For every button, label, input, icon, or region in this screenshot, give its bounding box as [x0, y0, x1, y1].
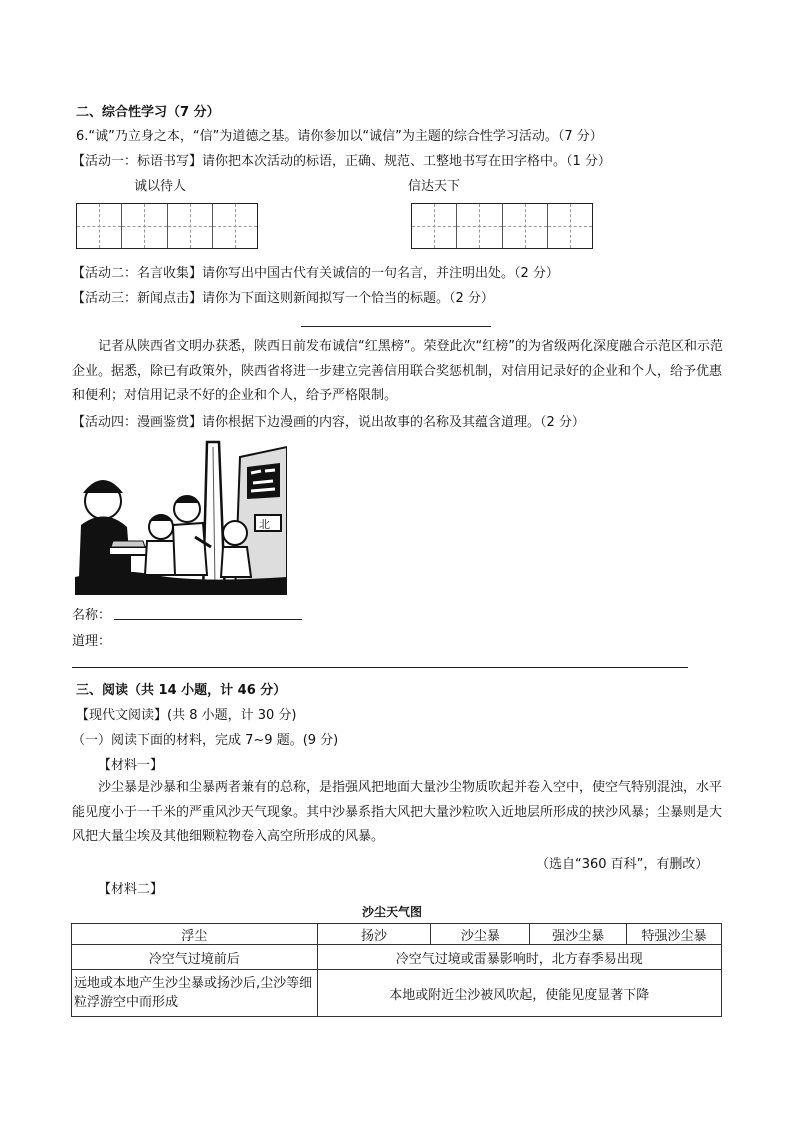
material1-label: 【材料一】 [98, 758, 164, 773]
table-row [72, 945, 722, 970]
material1-paragraph: 沙尘暴是沙暴和尘暴两者兼有的总称，是指强风把地面大量沙尘物质吹起并卷入空中，使空气特别混浊，水平能见度小于一千米的严重风沙天气现象。其中沙暴系指大风把大量沙粒吹入近地层所形成的挟沙风暴；尘暴则是大风把大量尘埃及其他细颗粒物卷入高空所形成的风暴。 [72, 780, 723, 844]
news-paragraph: 记者从陕西省文明办获悉，陕西日前发布诚信“红黑榜”。荣登此次“红榜”的为省级两化深度融合示范区和示范企业。据悉，除已有政策外，陕西省将进一步建立完善信用联合奖惩机制，对信用记录好的企业和个人，给予优惠和便利；对信用记录不好的企业和个人，给予严格限制。 [72, 339, 723, 403]
table-title: 沙尘天气图 [362, 905, 423, 919]
table-header-cell: 浮尘 [72, 924, 318, 945]
table-header-cell: 扬沙 [317, 924, 431, 945]
story-name-line[interactable] [114, 619, 302, 620]
story-reason-label: 道理： [72, 634, 112, 649]
dust-weather-table [71, 923, 722, 1017]
table-cell: 冷空气过境前后 [72, 945, 318, 970]
modern-reading-heading: 【现代文阅读】(共 8 小题，计 30 分) [76, 708, 297, 723]
activity-4-prompt: 【活动四：漫画鉴赏】请你根据下边漫画的内容，说出故事的名称及其蕴含道理。（2 分） [72, 415, 585, 430]
part1-instruction: （一）阅读下面的材料，完成 7~9 题。(9 分) [72, 733, 339, 748]
section3-heading: 三、阅读（共 14 小题，计 46 分） [76, 683, 287, 698]
table-header-cell: 特强沙尘暴 [627, 924, 722, 945]
table-row [72, 970, 722, 1017]
material1-source: （选自“360 百科”，有删改） [536, 857, 709, 872]
table-cell: 远地或本地产生沙尘暴或扬沙后,尘沙等细粒浮游空中而形成 [72, 970, 318, 1017]
writing-grid-1[interactable] [76, 203, 258, 249]
story-name-label: 名称： [72, 608, 112, 623]
table-cell: 冷空气过境或雷暴影响时，北方春季易出现 [317, 945, 721, 970]
title-answer-line[interactable] [301, 326, 491, 327]
activity-3-prompt: 【活动三：新闻点击】请你为下面这则新闻拟写一个恰当的标题。（2 分） [72, 291, 494, 306]
cartoon-image [75, 437, 287, 595]
writing-grid-2[interactable] [411, 203, 593, 249]
slogan-2: 信达天下 [408, 179, 461, 194]
table-row [72, 924, 722, 945]
table-header-cell: 强沙尘暴 [530, 924, 627, 945]
section2-heading: 二、综合性学习（7 分） [76, 105, 220, 120]
cartoon-sign-text: 北 [259, 518, 270, 531]
table-cell: 本地或附近尘沙被风吹起，使能见度显著下降 [317, 970, 721, 1017]
material2-label: 【材料二】 [98, 882, 164, 897]
story-reason-line[interactable] [72, 667, 688, 668]
question-6: 6.“诚”乃立身之本，“信”为道德之基。请你参加以“诚信”为主题的综合性学习活动。（7 分） [76, 129, 603, 144]
activity-2-prompt: 【活动二：名言收集】请你写出中国古代有关诚信的一句名言，并注明出处。（2 分） [72, 266, 559, 281]
activity-1-prompt: 【活动一：标语书写】请你把本次活动的标语，正确、规范、工整地书写在田字格中。（1 分） [72, 154, 611, 169]
slogan-1: 诚以待人 [134, 179, 187, 194]
table-header-cell: 沙尘暴 [431, 924, 530, 945]
